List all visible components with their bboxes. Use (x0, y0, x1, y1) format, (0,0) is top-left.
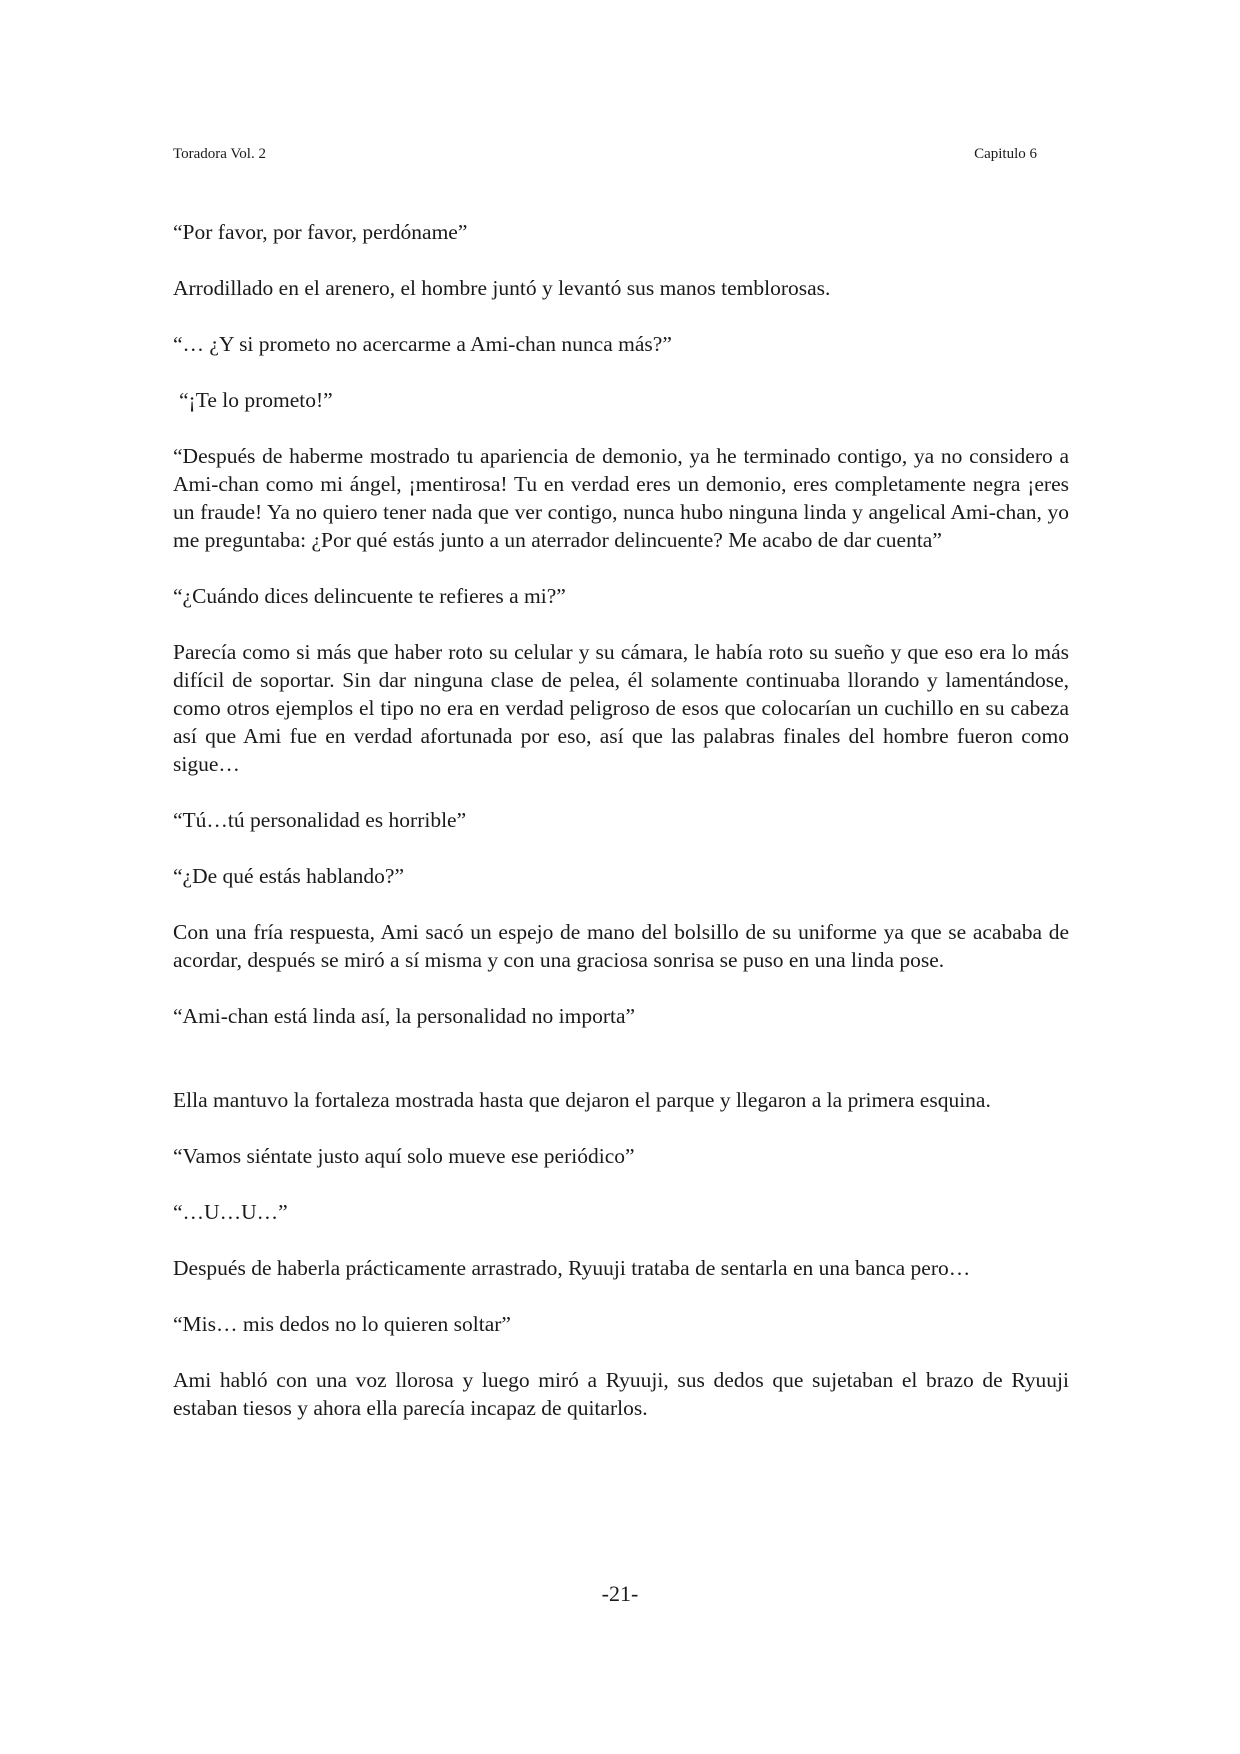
paragraph: “¡Te lo prometo!” (179, 388, 333, 412)
header-book-title: Toradora Vol. 2 (173, 146, 266, 162)
paragraph: “¿Cuándo dices delincuente te refieres a mi?” (173, 584, 566, 608)
paragraph: “¿De qué estás hablando?” (173, 864, 405, 888)
page-number: -21- (601, 1581, 639, 1606)
page-header (173, 146, 1037, 170)
paragraph: Arrodillado en el arenero, el hombre juntó y levantó sus manos temblorosas. (173, 276, 831, 300)
paragraph: Después de haberla prácticamente arrastrado, Ryuuji trataba de sentarla en una banca pero… (173, 1256, 971, 1280)
paragraph: “Tú…tú personalidad es horrible” (173, 808, 467, 832)
paragraph: “…U…U…” (173, 1200, 288, 1224)
paragraph: Con una fría respuesta, Ami sacó un espejo de mano del bolsillo de su uniforme ya que se acababa de acordar, después se miró a sí misma y con una graciosa sonrisa se puso en una linda pose. (173, 920, 1069, 972)
paragraph: “Ami-chan está linda así, la personalidad no importa” (173, 1004, 636, 1028)
page-body (173, 218, 1069, 1450)
paragraph: “Vamos siéntate justo aquí solo mueve ese periódico” (173, 1144, 635, 1168)
paragraph: “Por favor, por favor, perdóname” (173, 220, 468, 244)
paragraph: “… ¿Y si prometo no acercarme a Ami-chan nunca más?” (173, 332, 672, 356)
paragraph: Ami habló con una voz llorosa y luego miró a Ryuuji, sus dedos que sujetaban el brazo de Ryuuji estaban tiesos y ahora ella parecía incapaz de quitarlos. (173, 1368, 1069, 1420)
paragraph: Ella mantuvo la fortaleza mostrada hasta que dejaron el parque y llegaron a la primera esquina. (173, 1088, 991, 1112)
header-chapter: Capitulo 6 (974, 146, 1037, 162)
paragraph: “Después de haberme mostrado tu apariencia de demonio, ya he terminado contigo, ya no considero a Ami-chan como mi ángel, ¡mentirosa! Tu en verdad eres un demonio, eres completamente negra ¡eres un fraude! Ya no quiero tener nada que ver contigo, nunca hubo ninguna linda y angelical Ami-chan, yo me preguntaba: ¿Por qué estás junto a un aterrador delincuente? Me acabo de dar cuenta” (173, 444, 1069, 552)
paragraph: “Mis… mis dedos no lo quieren soltar” (173, 1312, 511, 1336)
paragraph: Parecía como si más que haber roto su celular y su cámara, le había roto su sueño y que eso era lo más difícil de soportar. Sin dar ninguna clase de pelea, él solamente continuaba llorando y lamentándose, como otros ejemplos el tipo no era en verdad peligroso de esos que colocarían un cuchillo en su cabeza así que Ami fue en verdad afortunada por eso, así que las palabras finales del hombre fueron como sigue… (173, 640, 1069, 776)
